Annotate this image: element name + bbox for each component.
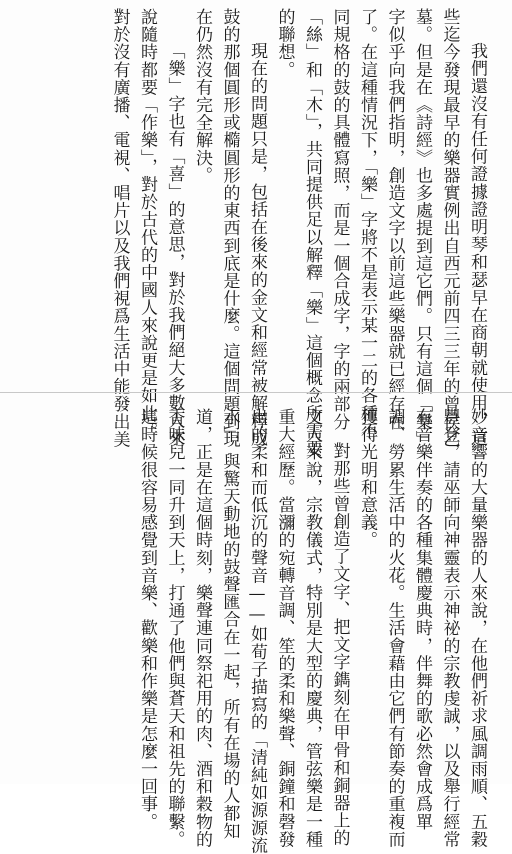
text-column: 些迄今發現最早的樂器實例出自西元前四三三年的曾侯乙 <box>439 8 460 448</box>
text-column: 對於沒有廣播、電視、唱片以及我們視爲生活中能發出美 <box>109 8 130 448</box>
text-column: 了。在這種情況下，「樂」字將不是表示某一二的各種不 <box>357 8 377 440</box>
text-column: 出的柔和而低沉的聲音——如荀子描寫的「清純如源源流 <box>247 408 267 854</box>
text-column: 文人來說，宗教儀式，特別是大型的慶典，管弦樂是一種 <box>302 408 322 848</box>
text-column: 「樂」字也有「喜」的意思，對於我們絕大多數人來 <box>164 42 185 447</box>
text-column: 水」，與驚天動地的鼓聲匯合在一起，所有在場的人都知 <box>219 408 240 840</box>
text-column: 「絲」和「木」，共同提供足以解釋「樂」這個概念所需要 <box>302 8 322 458</box>
text-column: 豐登，請巫師向神靈表示神祕的宗教虔誠，以及舉行經常 <box>439 408 460 848</box>
text-column: 的聯想。 <box>274 8 295 79</box>
upper-text-block <box>105 8 490 458</box>
text-column: 這時候很容易感覺到音樂、歡樂和作樂是怎麼一回事。 <box>137 408 157 831</box>
text-column: 現在的問題只是，包括在後來的金文和經常被解釋成 <box>247 42 267 447</box>
lower-text-block <box>133 408 491 854</box>
text-column: 有音樂伴奏的各種集體慶典時，伴舞的歌必然會成爲單 <box>412 408 432 831</box>
text-column: 香味兒一同升到天上，打通了他們與蒼天和祖先的聯繫。 <box>164 408 185 848</box>
text-column: 字似乎向我們指明，創造文字以前這些樂器就已經存在 <box>384 8 405 431</box>
text-column: 妙音響的大量樂器的人來說，在他們祈求風調雨順、五穀 <box>467 408 487 848</box>
text-column: 調、勞累生活中的火花。生活會藉由它們有節奏的重複而 <box>384 408 405 848</box>
text-column: 說隨時都要「作樂」，對於古代的中國人來說更是如此。 <box>137 8 157 440</box>
text-column: 獲得光明和意義。 <box>357 408 377 549</box>
text-column: 對那些曾創造了文字、把文字鐫刻在甲骨和銅器上的 <box>329 442 350 847</box>
text-column: 墓。但是在《詩經》也多處提到這它們。只有這個「樂」 <box>412 8 432 448</box>
text-column: 道，正是在這個時刻，樂聲連同祭祀用的肉、酒和穀物的 <box>192 408 212 848</box>
section-divider <box>0 392 512 393</box>
text-column: 鼓的那個圓形或橢圓形的東西到底是什麼。這個問題到現 <box>219 8 240 448</box>
text-column: 在仍然沒有完全解決。 <box>192 8 212 184</box>
text-column: 重大經歷。當瀰的宛轉音調、笙的柔和樂聲、銅鐘和磬發 <box>274 408 295 848</box>
text-column: 同規格的鼓的具體寫照，而是一個合成字，字的兩部分 <box>329 8 350 431</box>
text-column: 我們還沒有任何證據證明琴和瑟早在商朝就使用，這 <box>467 42 487 447</box>
